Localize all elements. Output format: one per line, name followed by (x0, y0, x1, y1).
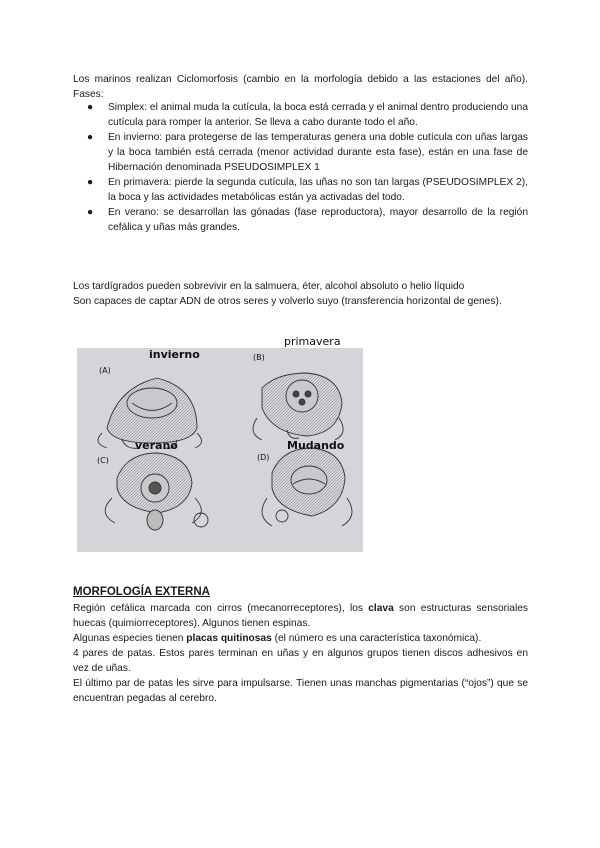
phase-list (73, 100, 528, 235)
panel-b-drawing (253, 373, 343, 440)
bullet-icon: ● (87, 102, 94, 113)
label-primavera: primavera (284, 335, 341, 348)
survival-paragraph: Los tardígrados pueden sobrevivir en la salmuera, éter, alcohol absoluto o helio líquido (73, 281, 465, 292)
bullet-icon: ● (87, 177, 94, 188)
morphology-paragraph-1: Región cefálica marcada con cirros (mecanorreceptores), los clava son estructuras sensoriales huecas (quimiorreceptores). Algunos tienen espinas. (73, 603, 528, 629)
panel-c-drawing (105, 453, 208, 530)
bullet-text: En verano: se desarrollan las gónadas (fase reproductora), mayor desarrollo de la región cefálica y uñas más grandes. (108, 207, 528, 233)
list-item (73, 130, 528, 175)
morphology-paragraph-3: 4 pares de patas. Estos pares terminan en uñas y en algunos grupos tienen discos adhesivos en vez de uñas. (73, 648, 528, 674)
label-invierno: invierno (149, 348, 200, 361)
panel-a-label: (A) (99, 366, 111, 375)
list-item (73, 100, 528, 130)
label-mudando: Mudando (287, 439, 345, 452)
bullet-text: En invierno: para protegerse de las temperaturas genera una doble cutícula con uñas largas y la boca también está cerrada (menor actividad durante esta fase), están en una fase de Hibernación denominada PSEUDOSIMPLEX 1 (108, 132, 528, 173)
panel-d-label: (D) (257, 453, 270, 462)
bullet-text: En primavera: pierde la segunda cutícula, las uñas no son tan largas (PSEUDOSIMPLEX 2), la boca y las actividades metabólicas están ya activadas del todo. (108, 177, 528, 203)
panel-b-label: (B) (253, 353, 265, 362)
bullet-icon: ● (87, 207, 94, 218)
bullet-icon: ● (87, 132, 94, 143)
morphology-paragraph-2: Algunas especies tienen placas quitinosas (el número es una característica taxonómica). (73, 633, 482, 644)
list-item (73, 205, 528, 235)
label-verano: verano (135, 439, 178, 452)
intro-paragraph: Los marinos realizan Ciclomorfosis (cambio en la morfología debido a las estaciones del año). Fases: (73, 74, 528, 100)
bullet-text: Simplex: el animal muda la cutícula, la boca está cerrada y el animal dentro produciendo una cutícula para romper la anterior. Se lleva a cabo durante todo el año. (108, 102, 528, 128)
dna-paragraph: Son capaces de captar ADN de otros seres y volverlo suyo (transferencia horizontal de genes). (73, 296, 502, 307)
panel-d-drawing (262, 448, 352, 526)
section-heading: MORFOLOGÍA EXTERNA (73, 586, 210, 598)
tardigrade-figure (77, 348, 363, 552)
panel-c-label: (C) (97, 456, 109, 465)
morphology-paragraph-4: El último par de patas les sirve para impulsarse. Tienen unas manchas pigmentarias (“ojos”) que se encuentran pegadas al cerebro. (73, 678, 528, 704)
list-item (73, 175, 528, 205)
panel-a-drawing (98, 378, 202, 448)
